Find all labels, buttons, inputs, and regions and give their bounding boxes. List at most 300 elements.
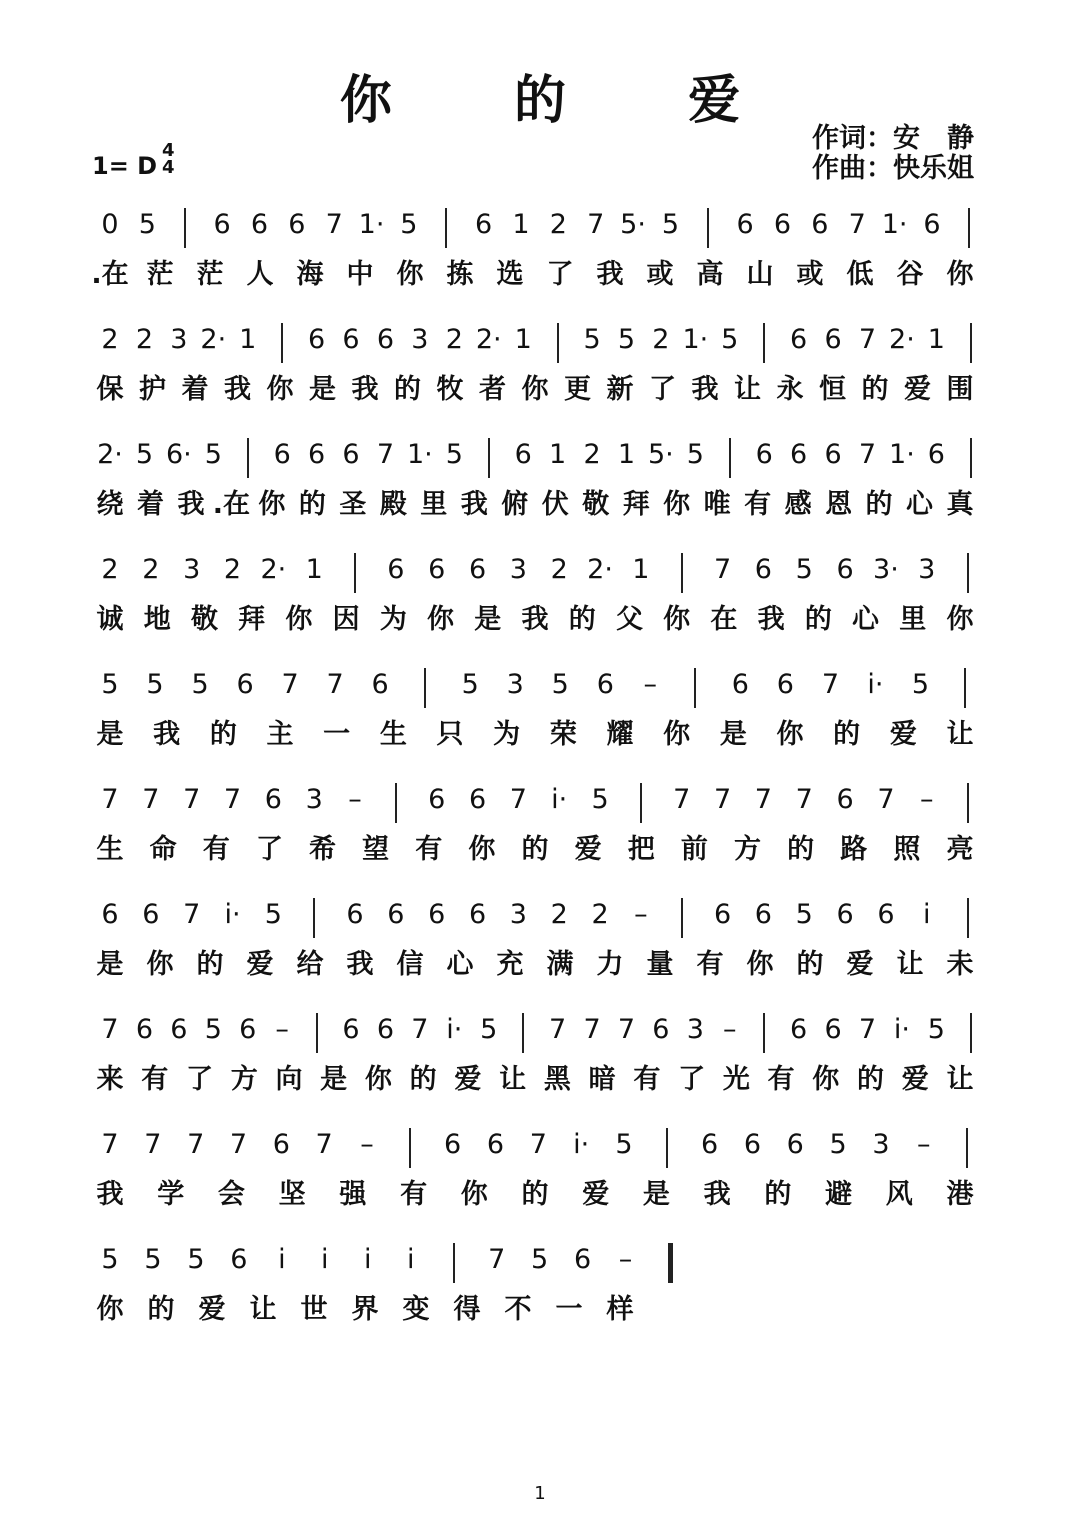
note: – [919,784,934,815]
barline [707,208,709,248]
lyric-char: 有 [141,1064,169,1095]
barline [970,438,972,478]
lyric-char: 避 [825,1179,853,1210]
note: i· [893,1014,910,1045]
barline [453,1243,455,1283]
barline [763,1013,765,1053]
note: 1· [881,209,908,240]
lyric-char: 山 [746,259,774,290]
note: 7 [411,1014,429,1045]
lyric-char: 了 [546,259,574,290]
note: 7 [315,1129,333,1160]
note: 6 [743,1129,762,1160]
lyric-char: 我 [224,374,251,405]
lyric-char: 你 [468,834,496,865]
note: 6 [475,209,493,240]
note: i [922,899,931,930]
note: 6 [468,554,487,585]
lyric-char: 你 [946,259,974,290]
note: 1 [632,554,650,585]
lyric-char: 把 [627,834,655,865]
note: 6 [596,669,614,700]
note: 6 [387,554,405,585]
note: 5 [144,1244,162,1275]
note: 7 [848,209,866,240]
lyric-char: 有 [400,1179,428,1210]
barline [681,553,683,593]
lyric-char: 你 [96,1294,124,1325]
lyric-char: 伏 [541,489,569,520]
lyric-char: 保 [96,374,124,405]
note: – [348,784,362,815]
note: 6 [811,209,829,240]
lyric-char: 着 [136,489,164,520]
lyric-line [0,258,1080,298]
lyric-char: 新 [606,374,634,405]
lyric-char: 的 [796,949,824,980]
lyric-char: 拣 [446,259,474,290]
lyric-char: 诚 [96,604,124,635]
lyric-char: 是 [96,719,124,750]
notation-line [0,1128,1080,1168]
barline [763,323,765,363]
lyric-char: 心 [906,489,934,520]
note: 7 [488,1244,506,1275]
lyric-char: 茫 [196,259,224,290]
lyric-char: 更 [564,374,591,405]
note: 2· [475,324,502,355]
lyric-char: 在 [710,604,738,635]
lyric-char: 是 [309,374,336,405]
note: 2· [200,324,227,355]
note: 5 [795,899,813,930]
notation-line [0,438,1080,478]
barline [313,898,315,938]
note: 6 [824,439,842,470]
lyric-char: 世 [300,1294,328,1325]
lyric-char: 真 [946,489,974,520]
lyric-char: 耀 [606,719,634,750]
note: 6 [836,899,854,930]
lyric-char: 你 [776,719,804,750]
lyric-char: 爱 [901,1064,929,1095]
note: 6 [754,554,772,585]
barline [488,438,490,478]
note: 5 [187,1244,205,1275]
note: 6 [342,439,360,470]
notation-line [0,668,1080,708]
lyric-char: 心 [852,604,880,635]
time-signature-bottom: 4 [162,157,175,178]
lyric-char: 殿 [379,489,407,520]
lyric-char: 我 [96,1179,124,1210]
note: 7 [858,1014,877,1045]
lyric-line [0,948,1080,988]
note: 6 [927,439,945,470]
note: i· [573,1129,590,1160]
note: 7 [281,669,299,700]
lyric-char: 你 [285,604,313,635]
note: i· [224,899,241,930]
lyric-char: 茫 [146,259,174,290]
lyric-char: 的 [196,949,224,980]
lyric-char: 力 [596,949,624,980]
lyric-char: 你 [663,604,691,635]
note: 2 [550,899,568,930]
note: 2· [587,554,613,585]
lyric-char: 方 [734,834,761,865]
lyric-char: 爱 [889,719,917,750]
note: 5 [795,554,813,585]
note: 6 [135,1014,154,1045]
lyric-char: 生 [96,834,124,865]
lyric-char: 为 [493,719,521,750]
note: 2 [550,554,568,585]
note: 5 [400,209,418,240]
lyric-char: 的 [787,834,815,865]
barline [316,1013,318,1053]
barline [966,1128,968,1168]
note: 6 [731,669,749,700]
lyric-char: 高 [696,259,724,290]
lyric-char: 信 [396,949,424,980]
lyric-char: 敬 [582,489,610,520]
lyric-char: 有 [633,1064,661,1095]
note: – [917,1129,931,1160]
note: – [618,1244,633,1275]
note: – [360,1129,374,1160]
time-signature [162,142,175,176]
note: 6 [836,784,854,815]
note: 3 [506,669,524,700]
lyric-char: 因 [332,604,360,635]
note: 3 [686,1014,704,1045]
lyric-line [0,488,1080,528]
lyric-char: 海 [296,259,324,290]
lyric-char: 是 [719,719,747,750]
note: 1 [305,554,323,585]
note: 6 [428,784,446,815]
note: 1 [927,324,945,355]
note: 2· [97,439,123,470]
note: 6 [468,899,487,930]
barline [967,898,969,938]
lyric-char: 充 [496,949,524,980]
lyric-char: 界 [351,1294,379,1325]
note: 6 [444,1129,462,1160]
lyric-char: 我 [521,604,549,635]
note: 3 [170,324,188,355]
lyric-char: 你 [663,489,691,520]
note: 2 [591,899,609,930]
note: 6 [236,669,254,700]
barline [445,208,447,248]
lyric-char: 爱 [582,1179,610,1210]
lyric-char: 的 [764,1179,792,1210]
lyric-char: 会 [217,1179,245,1210]
lyric-char: 暗 [588,1064,616,1095]
credits [812,124,974,184]
lyric-char: 你 [521,374,549,405]
lyric-char: 你 [427,604,455,635]
note: 1· [358,209,385,240]
note: 6 [273,439,291,470]
note: 6 [387,899,405,930]
lyric-char: 坚 [278,1179,306,1210]
lyric-char: 心 [446,949,474,980]
key-signature [92,140,175,180]
note: – [634,899,648,930]
lyric-char: 得 [453,1294,481,1325]
note: 6 [376,324,395,355]
barline [640,783,642,823]
lyric-char: 人 [246,259,274,290]
note: 1· [889,439,915,470]
note: 7 [587,209,605,240]
lyric-char: 黑 [543,1064,571,1095]
note: 5 [661,209,680,240]
lyric-char: 俯 [501,489,529,520]
lyric-char: .在 [91,259,129,290]
lyric-char: 的 [394,374,421,405]
note: 1· [406,439,433,470]
note: 5 [551,669,569,700]
lyric-char: 让 [896,949,924,980]
note: 7 [713,554,732,585]
song-title: 你 的 爱 [339,71,793,131]
lyric-char: 低 [846,259,874,290]
lyric-char: 选 [496,259,524,290]
note: 1· [682,324,709,355]
lyric-char: 未 [946,949,974,980]
note: 1 [239,324,257,355]
lyric-char: 我 [703,1179,731,1210]
lyric-char: 的 [147,1294,175,1325]
note: 3 [305,784,323,815]
lyric-char: 爱 [574,834,602,865]
note: i· [446,1014,463,1045]
note: 7 [821,669,839,700]
note: 6 [701,1129,719,1160]
lyric-char: 荣 [549,719,577,750]
note: 2 [101,554,119,585]
lyric-char: 样 [606,1294,634,1325]
note: 7 [101,1014,119,1045]
note: 7 [877,784,895,815]
note: 7 [142,784,160,815]
note: 6 [342,1014,360,1045]
lyric-char: 的 [521,1179,549,1210]
notation-line [0,898,1080,938]
note: 7 [858,439,877,470]
note: 5 [927,1014,945,1045]
note: – [275,1014,289,1045]
note: 5 [204,1014,222,1045]
note: 6 [101,899,119,930]
lyric-line [0,1293,1080,1333]
lyric-char: 你 [364,1064,392,1095]
lyric-char: 有 [767,1064,795,1095]
note: 3 [918,554,936,585]
lyric-line [0,1063,1080,1103]
lyric-char: 爱 [246,949,274,980]
note: 6 [468,784,487,815]
lyric-char: 主 [266,719,294,750]
note: 5 [191,669,209,700]
lyric-char: 地 [143,604,171,635]
note: 6 [790,1014,808,1045]
lyric-char: 我 [153,719,181,750]
note: 6 [713,899,732,930]
note: 6 [877,899,895,930]
lyric-char: 一 [555,1294,583,1325]
barline [666,1128,668,1168]
barline [409,1128,411,1168]
lyric-char: 向 [275,1064,303,1095]
lyric-char: 永 [776,374,804,405]
lyric-char: 里 [899,604,927,635]
barline [522,1013,524,1053]
note: – [643,669,658,700]
note: 7 [858,324,877,355]
note: 2 [549,209,567,240]
note: 5 [531,1244,549,1275]
lyric-char: 路 [840,834,868,865]
note: i [406,1244,415,1275]
time-signature-top: 4 [162,140,175,161]
lyric-char: 是 [320,1064,348,1095]
lyric-char: 护 [139,374,166,405]
lyric-char: 你 [396,259,424,290]
note: 6 [307,324,326,355]
note: 7 [101,784,119,815]
lyric-char: 着 [181,374,209,405]
lyric-char: 是 [96,949,124,980]
lyric-char: 圣 [339,489,367,520]
barline [247,438,249,478]
lyric-char: 里 [420,489,448,520]
note: 6 [230,1244,248,1275]
lyric-char: 希 [309,834,336,865]
lyric-char: 只 [436,719,464,750]
barline [968,208,970,248]
note: 6 [239,1014,257,1045]
note: 6 [486,1129,505,1160]
lyric-char: 唯 [703,489,731,520]
lyric-char: 爱 [904,374,931,405]
note: 6 [376,1014,395,1045]
note: 7 [183,784,201,815]
lyric-char: 望 [362,834,390,865]
lyric-char: 我 [757,604,785,635]
note: 6 [824,1014,842,1045]
lyric-char: 光 [722,1064,750,1095]
lyric-line [0,833,1080,873]
barline [970,323,972,363]
note: 2 [652,324,670,355]
lyric-char: 是 [474,604,502,635]
note: 3 [411,324,429,355]
note: 2 [142,554,160,585]
note: 7 [509,784,527,815]
note: 5· [648,439,674,470]
note: 5 [101,1244,119,1275]
note: 6 [142,899,160,930]
lyric-char: 港 [946,1179,974,1210]
lyric-line [0,718,1080,758]
note: 2· [889,324,915,355]
note: 6 [773,209,792,240]
final-barline [668,1243,673,1283]
lyric-char: 的 [568,604,596,635]
lyric-char: 为 [379,604,407,635]
barline [184,208,186,248]
lyric-char: 生 [379,719,407,750]
lyric-char: 了 [678,1064,706,1095]
lyric-char: 有 [696,949,724,980]
lyric-char: 我 [346,949,374,980]
note: 5 [911,669,930,700]
note: 7 [326,669,344,700]
note: 6 [428,554,446,585]
lyric-char: 爱 [198,1294,226,1325]
note: 6 [272,1129,290,1160]
lyric-char: 的 [861,374,889,405]
note: 6 [307,439,326,470]
note: 5· [620,209,646,240]
lyric-char: 你 [746,949,774,980]
lyric-line [0,603,1080,643]
note: 7 [617,1014,636,1045]
lyric-char: 的 [865,489,893,520]
note: 6 [250,209,269,240]
lyric-char: 有 [744,489,772,520]
barline [424,668,426,708]
note: 6 [790,439,808,470]
barline [967,553,969,593]
note: 7 [529,1129,547,1160]
lyric-char: 你 [663,719,691,750]
lyric-char: 一 [323,719,351,750]
lyric-char: 量 [646,949,674,980]
lyric-char: 爱 [846,949,874,980]
lyric-char: 恩 [825,489,853,520]
note: 7 [183,899,201,930]
note: 5 [686,439,704,470]
note: 5 [480,1014,498,1045]
lyric-char: 满 [546,949,574,980]
notation-line [0,553,1080,593]
note: 5 [461,669,479,700]
lyric-char: 的 [409,1064,437,1095]
lyric-char: 你 [460,1179,488,1210]
lyric-char: 你 [266,374,294,405]
lyric-char: 你 [946,604,974,635]
lyric-char: 的 [298,489,326,520]
composer-credit: 作曲：快乐姐 [812,153,974,184]
lyric-char: 亮 [946,834,974,865]
note: 7 [325,209,343,240]
note: 6 [342,324,360,355]
barline [354,553,356,593]
note: 5 [583,324,601,355]
note: 6 [346,899,364,930]
note: 6 [573,1244,592,1275]
note: 7 [101,1129,119,1160]
lyric-char: 了 [185,1064,213,1095]
note: i [278,1244,286,1275]
lyric-char: 者 [479,374,506,405]
